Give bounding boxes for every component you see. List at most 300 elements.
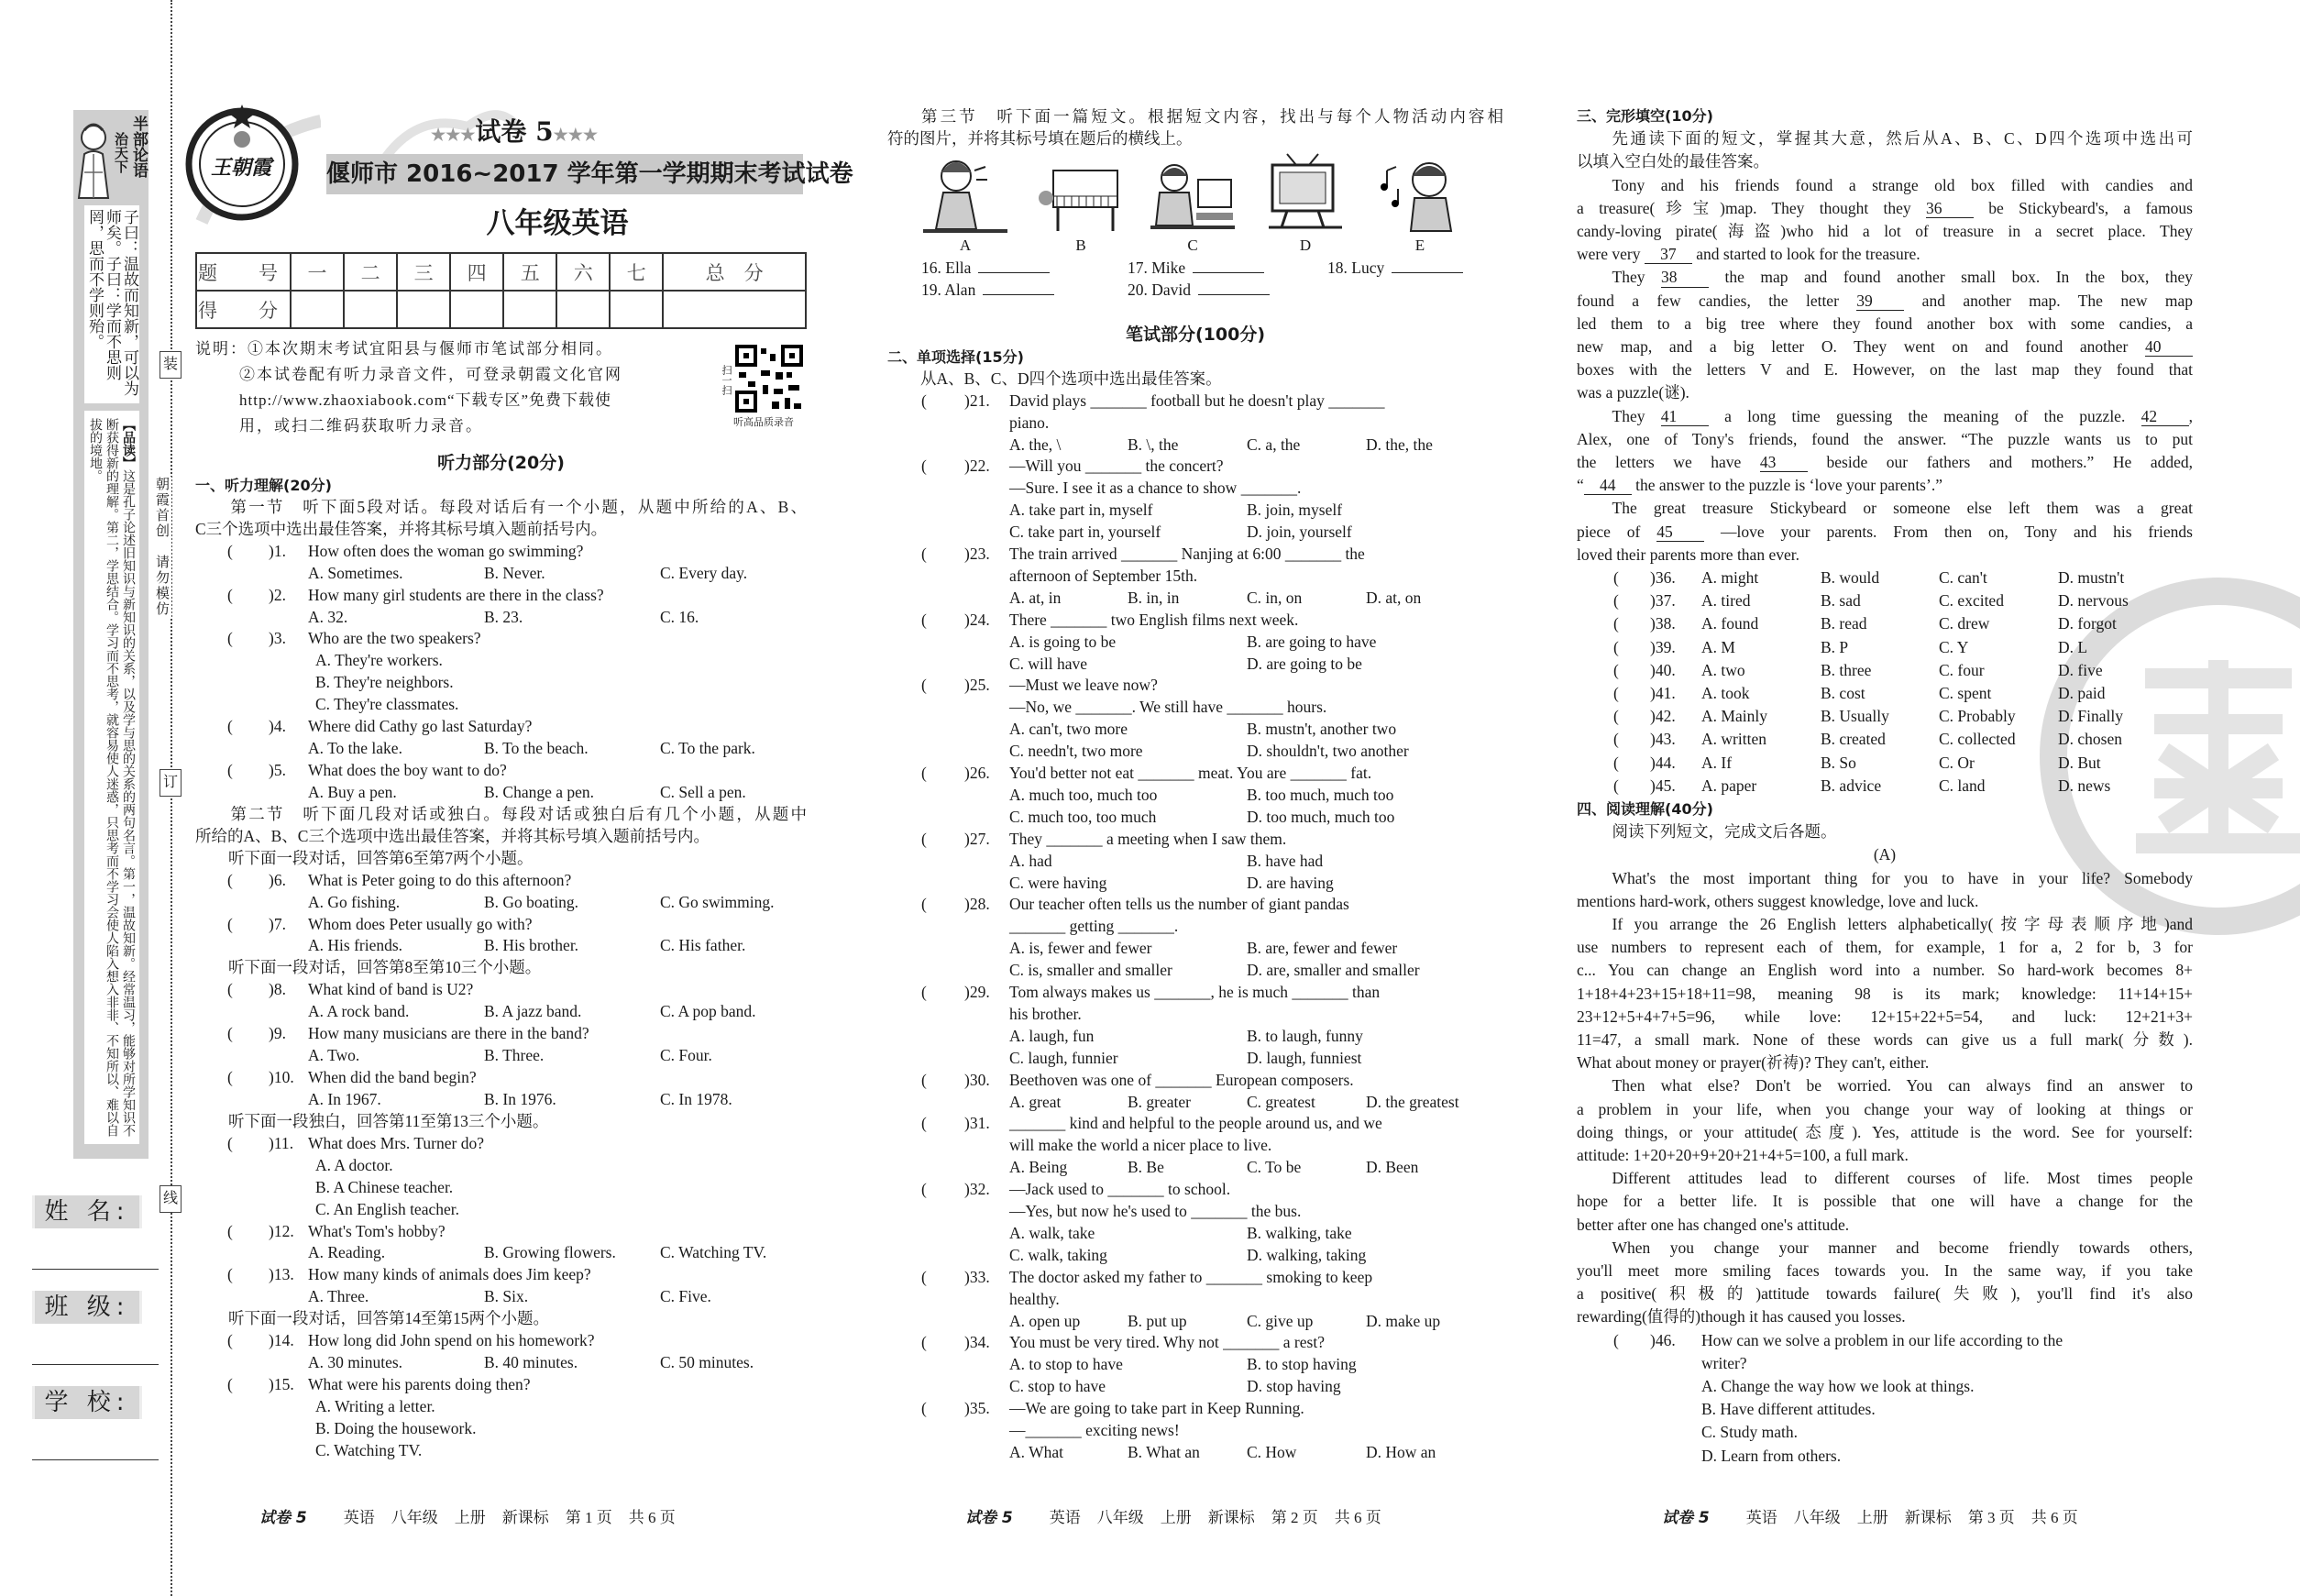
option: A. might xyxy=(1701,568,1759,587)
text-line: 所给的A、B、C三个选项中选出最佳答案，并将其标号填入题前括号内。 xyxy=(195,826,710,845)
option: B. His brother. xyxy=(484,936,579,955)
answer-bracket[interactable] xyxy=(921,894,927,916)
footer-term: 上册 xyxy=(1160,1509,1192,1526)
option: C. much too, too much xyxy=(1009,807,1157,826)
option: A. tired xyxy=(1701,591,1751,611)
question-text: What does Mrs. Turner do? xyxy=(308,1133,484,1152)
question-number: ) 25 . xyxy=(964,675,990,697)
score-cell[interactable] xyxy=(610,291,663,328)
answer-bracket[interactable] xyxy=(921,1179,927,1201)
text-line: 听下面一段对话，回答第6至第7两个小题。 xyxy=(228,848,534,867)
question-text: The doctor asked my father to _______ smoking to keep xyxy=(1009,1267,1373,1286)
option: C. Go swimming. xyxy=(660,892,775,911)
answer-bracket[interactable] xyxy=(227,1264,233,1286)
option: A. found xyxy=(1701,614,1759,633)
answer-bracket[interactable] xyxy=(1613,705,1619,728)
option: B. Six. xyxy=(484,1287,529,1306)
score-cell[interactable] xyxy=(663,291,806,328)
option: B. So xyxy=(1821,753,1856,772)
cloze-blank-37[interactable]: 37 xyxy=(1645,246,1692,264)
option: B. Have different attitudes. xyxy=(1701,1400,1876,1419)
option: A. to stop to have xyxy=(1009,1355,1123,1374)
question-number: ) 43 . xyxy=(1650,728,1676,751)
score-cell[interactable] xyxy=(450,291,503,328)
option: B. join, myself xyxy=(1247,501,1343,520)
answer-bracket[interactable] xyxy=(921,1267,927,1289)
answer-number: 16. xyxy=(921,259,941,277)
question-number: ) 13 . xyxy=(269,1264,294,1286)
class-input-line[interactable] xyxy=(32,1364,159,1365)
question-8 xyxy=(195,979,807,1001)
question-text: What's Tom's hobby? xyxy=(308,1221,446,1240)
answer-bracket[interactable] xyxy=(227,870,233,892)
answer-18[interactable] xyxy=(1327,259,1463,278)
cloze-blank-43[interactable]: 43 xyxy=(1760,454,1808,472)
answer-blank[interactable] xyxy=(1193,260,1264,273)
option: A. Being xyxy=(1009,1158,1068,1177)
text-line: 以填入空白处的最佳答案。 xyxy=(1577,152,1769,171)
cloze-blank-36[interactable]: 36 xyxy=(1926,200,1974,218)
question-number: ) 24 . xyxy=(964,610,990,632)
answer-name: Alan xyxy=(944,281,976,299)
answer-bracket[interactable] xyxy=(921,829,927,851)
line xyxy=(887,566,1503,588)
text-line: attitude: 1+20+20+9+20+21+4+5=100, a full mark. xyxy=(1577,1146,1909,1164)
option: C. Every day. xyxy=(660,563,748,582)
answer-19[interactable] xyxy=(921,281,1054,300)
answer-bracket[interactable] xyxy=(1613,567,1619,589)
question-number: ) 2 . xyxy=(269,585,286,607)
answer-bracket[interactable] xyxy=(921,391,927,413)
proverb-sidebar xyxy=(73,110,149,1159)
question-text: They _______ a meeting when I saw them. xyxy=(1009,829,1287,848)
options-row xyxy=(887,522,1503,544)
cloze-blank-41[interactable]: 41 xyxy=(1661,408,1709,426)
options-row xyxy=(887,851,1503,873)
answer-bracket[interactable] xyxy=(1613,659,1619,682)
text-line: hope for a better life. It is possible that one will have a change for the xyxy=(1577,1192,2193,1211)
option: A. They're workers. xyxy=(315,651,443,670)
answer-bracket[interactable] xyxy=(227,1221,233,1243)
option: B. \, the xyxy=(1128,435,1179,454)
class-label: 班 级: xyxy=(32,1291,142,1324)
answer-bracket[interactable] xyxy=(227,585,233,607)
option-row xyxy=(1577,1445,2193,1468)
qr-code-icon[interactable] xyxy=(735,345,803,413)
options-row xyxy=(887,654,1503,676)
pindu-text xyxy=(84,411,138,1144)
question-text-cont: —Yes, but now he's used to _______ the bus. xyxy=(1009,1202,1302,1220)
page-footer-1 xyxy=(259,1504,676,1527)
text-line: C三个选项中选出最佳答案，并将其标号填入题前括号内。 xyxy=(195,519,608,538)
answer-bracket[interactable] xyxy=(227,979,233,1001)
option: D. make up xyxy=(1366,1311,1441,1330)
question-number: ) 6 . xyxy=(269,870,286,892)
answer-bracket[interactable] xyxy=(227,541,233,563)
question-text-cont: —Sure. I see it as a chance to show _______. xyxy=(1009,479,1302,498)
answer-bracket[interactable] xyxy=(227,1330,233,1352)
answer-bracket[interactable] xyxy=(1613,752,1619,775)
question-text: —Jack used to _______ to school. xyxy=(1009,1180,1231,1199)
question-29 xyxy=(887,982,1503,1004)
text-line: 11=47, a small mark. None of these words can give us a full mark(分数). xyxy=(1577,1030,2193,1049)
question-text: Who are the two speakers? xyxy=(308,629,481,648)
option: B. in, in xyxy=(1128,588,1180,607)
name-input-line[interactable] xyxy=(32,1269,159,1270)
question-number: ) 31 . xyxy=(964,1113,990,1135)
option-row xyxy=(195,1440,807,1462)
answer-16[interactable] xyxy=(921,259,1050,278)
question-37 xyxy=(1577,589,2193,612)
score-cell[interactable] xyxy=(397,291,450,328)
note-url-line[interactable]: http://www.zhaoxiabook.com“下载专区”免费下载使 xyxy=(239,391,612,409)
text-line xyxy=(1577,474,2193,497)
answer-bracket[interactable] xyxy=(1613,612,1619,635)
note-line: ②本试卷配有听力录音文件，可登录朝霞文化官网 xyxy=(239,366,622,383)
option: B. sad xyxy=(1821,591,1861,611)
answer-bracket[interactable] xyxy=(227,1067,233,1089)
option: A. In 1967. xyxy=(308,1089,381,1108)
question-text: How can we solve a problem in our life according to the xyxy=(1701,1330,2063,1349)
question-13 xyxy=(195,1264,807,1286)
score-cell[interactable] xyxy=(291,291,344,328)
question-text: You must be very tired. Why not _______ a rest? xyxy=(1009,1333,1325,1352)
option: A. laugh, fun xyxy=(1009,1026,1095,1045)
option: D. chosen xyxy=(2058,730,2122,749)
qr-side-label: 扫一扫 xyxy=(721,365,732,395)
option: D. How an xyxy=(1366,1442,1436,1461)
question-number: ) 15 . xyxy=(269,1374,294,1396)
text-segment: , xyxy=(2188,406,2193,425)
answer-blank[interactable] xyxy=(983,282,1054,295)
answer-bracket[interactable] xyxy=(1613,728,1619,751)
option: C. To be xyxy=(1247,1158,1302,1177)
logo-text: 王朝霞 xyxy=(211,156,272,179)
option: A. is going to be xyxy=(1009,632,1117,651)
option-row xyxy=(195,1155,807,1177)
option: B. Growing flowers. xyxy=(484,1243,616,1262)
option: B. created xyxy=(1821,730,1886,749)
option: B. Three. xyxy=(484,1046,545,1065)
option: D. news xyxy=(2058,776,2111,795)
option: D. the greatest xyxy=(1366,1092,1459,1111)
text-segment: a long time guessing the meaning of the puzzle. xyxy=(1708,406,2141,425)
option: A. can't, two more xyxy=(1009,720,1128,739)
text-line: Tony and his friends found a strange old box filled with candies and xyxy=(1612,175,2193,194)
question-15 xyxy=(195,1374,807,1396)
question-text-cont: writer? xyxy=(1701,1353,1747,1372)
question-text: When did the band begin? xyxy=(308,1068,477,1087)
note-line: 说明：①本次期末考试宜阳县与偃师市笔试部分相同。 xyxy=(195,340,613,358)
section3-intro-2: 符的图片，并将其标号填在题后的横线上。 xyxy=(887,129,1193,148)
text-line: 先通读下面的短文，掌握其大意，然后从A、B、C、D四个选项中选出可 xyxy=(1612,129,2193,149)
answer-name: Mike xyxy=(1151,259,1186,277)
question-11 xyxy=(195,1133,807,1155)
answer-bracket[interactable] xyxy=(227,1374,233,1396)
answer-bracket[interactable] xyxy=(921,544,927,566)
option: A. A rock band. xyxy=(308,1002,410,1021)
line xyxy=(887,1420,1503,1442)
text-segment: and another map. The new map xyxy=(1904,291,2193,310)
text-line: What about money or prayer(祈祷)? They can't, either. xyxy=(1577,1053,1930,1073)
option: A. Three. xyxy=(308,1287,369,1306)
option: C. in, on xyxy=(1247,588,1303,607)
answer-name: Lucy xyxy=(1351,259,1385,277)
answer-20[interactable] xyxy=(1128,281,1270,300)
page-footer-3 xyxy=(1662,1504,2078,1527)
header-cell: 六 xyxy=(556,253,610,291)
question-number: ) 39 . xyxy=(1650,636,1676,659)
answer-blank[interactable] xyxy=(978,260,1050,273)
text-line: 听下面一段独白，回答第11至第13三个小题。 xyxy=(228,1111,549,1130)
options-row xyxy=(887,1092,1503,1114)
text-line: use numbers to represent each of them, for example, 1 for a, 2 for b, 3 for xyxy=(1577,938,2193,957)
option-row xyxy=(195,1177,807,1199)
cloze-blank-39[interactable]: 39 xyxy=(1856,292,1904,311)
option: D. forgot xyxy=(2058,614,2117,633)
text-line xyxy=(1577,243,2193,266)
score-cell[interactable] xyxy=(344,291,397,328)
option: D. Learn from others. xyxy=(1701,1446,1842,1465)
options-row xyxy=(887,1048,1503,1070)
question-33 xyxy=(887,1267,1503,1289)
option: A. What xyxy=(1009,1442,1063,1461)
option: A. is, fewer and fewer xyxy=(1009,939,1152,958)
answer-bracket[interactable] xyxy=(1613,775,1619,798)
options-row xyxy=(195,1286,807,1308)
cloze-blank-44[interactable]: 44 xyxy=(1584,477,1632,495)
score-cell[interactable] xyxy=(503,291,556,328)
answer-bracket[interactable] xyxy=(921,1398,927,1420)
answer-bracket[interactable] xyxy=(227,628,233,650)
question-number: ) 34 . xyxy=(964,1332,990,1354)
text-line: 从A、B、C、D四个选项中选出最佳答案。 xyxy=(920,369,1222,388)
picture-label-a: A xyxy=(959,237,972,254)
option: C. An English teacher. xyxy=(315,1199,459,1218)
line xyxy=(887,916,1503,938)
options-row xyxy=(195,1089,807,1111)
answer-blank[interactable] xyxy=(1392,260,1463,273)
question-41 xyxy=(1577,682,2193,705)
question-text: The train arrived _______ Nanjing at 6:00 _______ the xyxy=(1009,545,1365,563)
text-segment: were very xyxy=(1577,245,1645,264)
cloze-blank-38[interactable]: 38 xyxy=(1661,269,1709,287)
option: D. stop having xyxy=(1247,1377,1341,1396)
option: A. Buy a pen. xyxy=(308,782,397,801)
option: B. mustn't, another two xyxy=(1247,720,1397,739)
option: D. Finally xyxy=(2058,707,2123,726)
answer-bracket[interactable] xyxy=(1613,636,1619,659)
picture-a-girl-singing-icon xyxy=(919,152,1011,237)
answer-bracket[interactable] xyxy=(921,1332,927,1354)
binding-mark-ding: 订 xyxy=(160,769,182,797)
question-text: —Must we leave now? xyxy=(1009,676,1158,695)
option: C. walk, taking xyxy=(1009,1245,1107,1264)
option: B. Go boating. xyxy=(484,892,579,911)
option: B. would xyxy=(1821,568,1880,587)
question-number: ) 35 . xyxy=(964,1398,990,1420)
text-line: c... You can change an English word into a number. So hard-work becomes 8+ xyxy=(1577,961,2193,980)
binding-mark-xian: 线 xyxy=(160,1185,182,1213)
options-row xyxy=(195,607,807,629)
line xyxy=(887,1289,1503,1311)
header-cell: 三 xyxy=(397,253,450,291)
section-heading: 一、听力理解(20分) xyxy=(195,476,332,494)
question-text-cont: healthy. xyxy=(1009,1289,1060,1308)
answer-bracket[interactable] xyxy=(1613,1329,1619,1352)
text-line: 1+18+4+23+15+18+11=98, meaning 98 is its mark; knowledge: 11+14+15+ xyxy=(1577,984,2193,1003)
text-line: When you change your manner and become friendly towards others, xyxy=(1612,1238,2193,1257)
question-number: ) 38 . xyxy=(1650,612,1676,635)
answer-bracket[interactable] xyxy=(1613,682,1619,705)
question-number: ) 26 . xyxy=(964,763,990,785)
cloze-blank-45[interactable]: 45 xyxy=(1656,523,1704,542)
options-row xyxy=(887,1442,1503,1464)
options-row xyxy=(195,892,807,914)
question-12 xyxy=(195,1221,807,1243)
option: A. Mainly xyxy=(1701,707,1767,726)
answer-bracket[interactable] xyxy=(1613,589,1619,612)
footer-subject: 英语 xyxy=(1049,1509,1081,1526)
text-segment: beside our fathers and mothers.” He added, xyxy=(1807,453,2193,471)
options-row xyxy=(887,632,1503,654)
header-cell: 题 号 xyxy=(196,253,291,291)
text-line: (A) xyxy=(1873,845,1897,864)
option: C. excited xyxy=(1939,591,2004,611)
option: B. have had xyxy=(1247,851,1324,870)
option: C. How xyxy=(1247,1442,1297,1461)
question-4 xyxy=(195,716,807,738)
answer-bracket[interactable] xyxy=(227,1133,233,1155)
answer-bracket[interactable] xyxy=(227,1023,233,1045)
option: B. 40 minutes. xyxy=(484,1353,578,1372)
text-segment: the map and found another small box. In the box, they xyxy=(1708,268,2193,287)
option: D. are, smaller and smaller xyxy=(1247,961,1420,980)
quote-1: 子曰：温故而知新，可以为师矣。 xyxy=(103,209,138,396)
question-text: There _______ two English films next week. xyxy=(1009,610,1299,629)
option: C. were having xyxy=(1009,873,1107,892)
question-text: _______ kind and helpful to the people around us, and we xyxy=(1009,1114,1382,1133)
school-input-line[interactable] xyxy=(32,1459,159,1460)
picture-label-c: C xyxy=(1187,237,1198,254)
question-number: ) 45 . xyxy=(1650,775,1676,798)
question-text-cont: afternoon of September 15th. xyxy=(1009,566,1198,585)
cloze-blank-42[interactable]: 42 xyxy=(2141,408,2189,426)
question-number: ) 46 . xyxy=(1650,1329,1676,1352)
footer-grade: 八年级 xyxy=(1096,1509,1144,1526)
option: C. Study math. xyxy=(1701,1423,1799,1442)
options-row xyxy=(195,1352,807,1374)
option: A. at, in xyxy=(1009,588,1062,607)
answer-bracket[interactable] xyxy=(921,1070,927,1092)
question-22 xyxy=(887,456,1503,478)
quote-2: 子曰：学而不思则罔，思而不学则殆。 xyxy=(85,209,121,380)
header-cell: 七 xyxy=(610,253,663,291)
question-28 xyxy=(887,894,1503,916)
answer-bracket[interactable] xyxy=(921,982,927,1004)
option: B. P xyxy=(1821,637,1849,656)
options-row xyxy=(195,1045,807,1067)
answer-bracket[interactable] xyxy=(227,716,233,738)
question-text: Beethoven was one of _______ European composers. xyxy=(1009,1070,1354,1089)
option: D. at, on xyxy=(1366,588,1422,607)
question-42 xyxy=(1577,705,2193,728)
answer-bracket[interactable] xyxy=(921,610,927,632)
question-43 xyxy=(1577,728,2193,751)
text-line xyxy=(1577,405,2193,428)
name-label: 姓 名: xyxy=(32,1195,142,1228)
confucius-illustration-icon xyxy=(75,117,112,200)
answer-bracket[interactable] xyxy=(921,456,927,478)
option: A. walk, take xyxy=(1009,1223,1095,1242)
question-text: Whom does Peter usually go with? xyxy=(308,914,533,933)
text-line: loved their parents more than ever. xyxy=(1577,545,1799,564)
text-segment: found a few candies, the letter xyxy=(1577,291,1857,310)
option-row xyxy=(195,1418,807,1440)
option: B. to stop having xyxy=(1247,1355,1357,1374)
question-26 xyxy=(887,763,1503,785)
option: B. advice xyxy=(1821,776,1882,795)
question-text: What does the boy want to do? xyxy=(308,761,507,780)
answer-blank[interactable] xyxy=(1198,282,1270,295)
option: C. four xyxy=(1939,660,1985,679)
footer-page: 第 3 页 xyxy=(1967,1509,2015,1526)
answer-bracket[interactable] xyxy=(227,914,233,936)
answer-bracket[interactable] xyxy=(921,1113,927,1135)
binding-dotted-line xyxy=(171,0,172,1596)
footer-paper: 试卷 5 xyxy=(965,1509,1013,1527)
line xyxy=(887,1135,1503,1157)
cloze-blank-40[interactable]: 40 xyxy=(2145,338,2193,357)
options-row xyxy=(887,960,1503,982)
answer-17[interactable] xyxy=(1128,259,1264,278)
text-segment: the answer to the puzzle is ‘love your parents’.” xyxy=(1631,476,1942,495)
question-text: What were his parents doing then? xyxy=(308,1375,531,1394)
question-34 xyxy=(887,1332,1503,1354)
question-text: How many girl students are there in the class? xyxy=(308,585,604,604)
option: C. His father. xyxy=(660,936,746,955)
option: B. read xyxy=(1821,614,1867,633)
question-6 xyxy=(195,870,807,892)
answer-bracket[interactable] xyxy=(227,760,233,782)
footer-paper: 试卷 5 xyxy=(259,1509,307,1527)
option: B. are going to have xyxy=(1247,632,1377,651)
question-number: ) 8 . xyxy=(269,979,286,1001)
footer-edition: 新课标 xyxy=(1904,1509,1952,1526)
question-36 xyxy=(1577,567,2193,589)
option: D. the, the xyxy=(1366,435,1433,454)
question-number: ) 7 . xyxy=(269,914,286,936)
school-label: 学 校: xyxy=(32,1386,142,1419)
question-40 xyxy=(1577,659,2193,682)
answer-bracket[interactable] xyxy=(921,763,927,785)
options-row xyxy=(887,873,1503,895)
question-44 xyxy=(1577,752,2193,775)
question-number: ) 14 . xyxy=(269,1330,294,1352)
picture-label-b: B xyxy=(1075,237,1086,254)
text-line: a problem in your life, when you change your way of looking at things or xyxy=(1577,1099,2193,1118)
score-cell[interactable] xyxy=(556,291,610,328)
answer-bracket[interactable] xyxy=(921,675,927,697)
score-row xyxy=(196,291,806,328)
question-text: How many kinds of animals does Jim keep? xyxy=(308,1265,591,1284)
question-text: What is Peter going to do this afternoon? xyxy=(308,870,572,889)
question-number: ) 12 . xyxy=(269,1221,294,1243)
option: B. greater xyxy=(1128,1092,1191,1111)
option: D. paid xyxy=(2058,684,2106,702)
option: D. mustn't xyxy=(2058,568,2125,587)
text-segment: and started to look for the treasure. xyxy=(1691,245,1920,264)
